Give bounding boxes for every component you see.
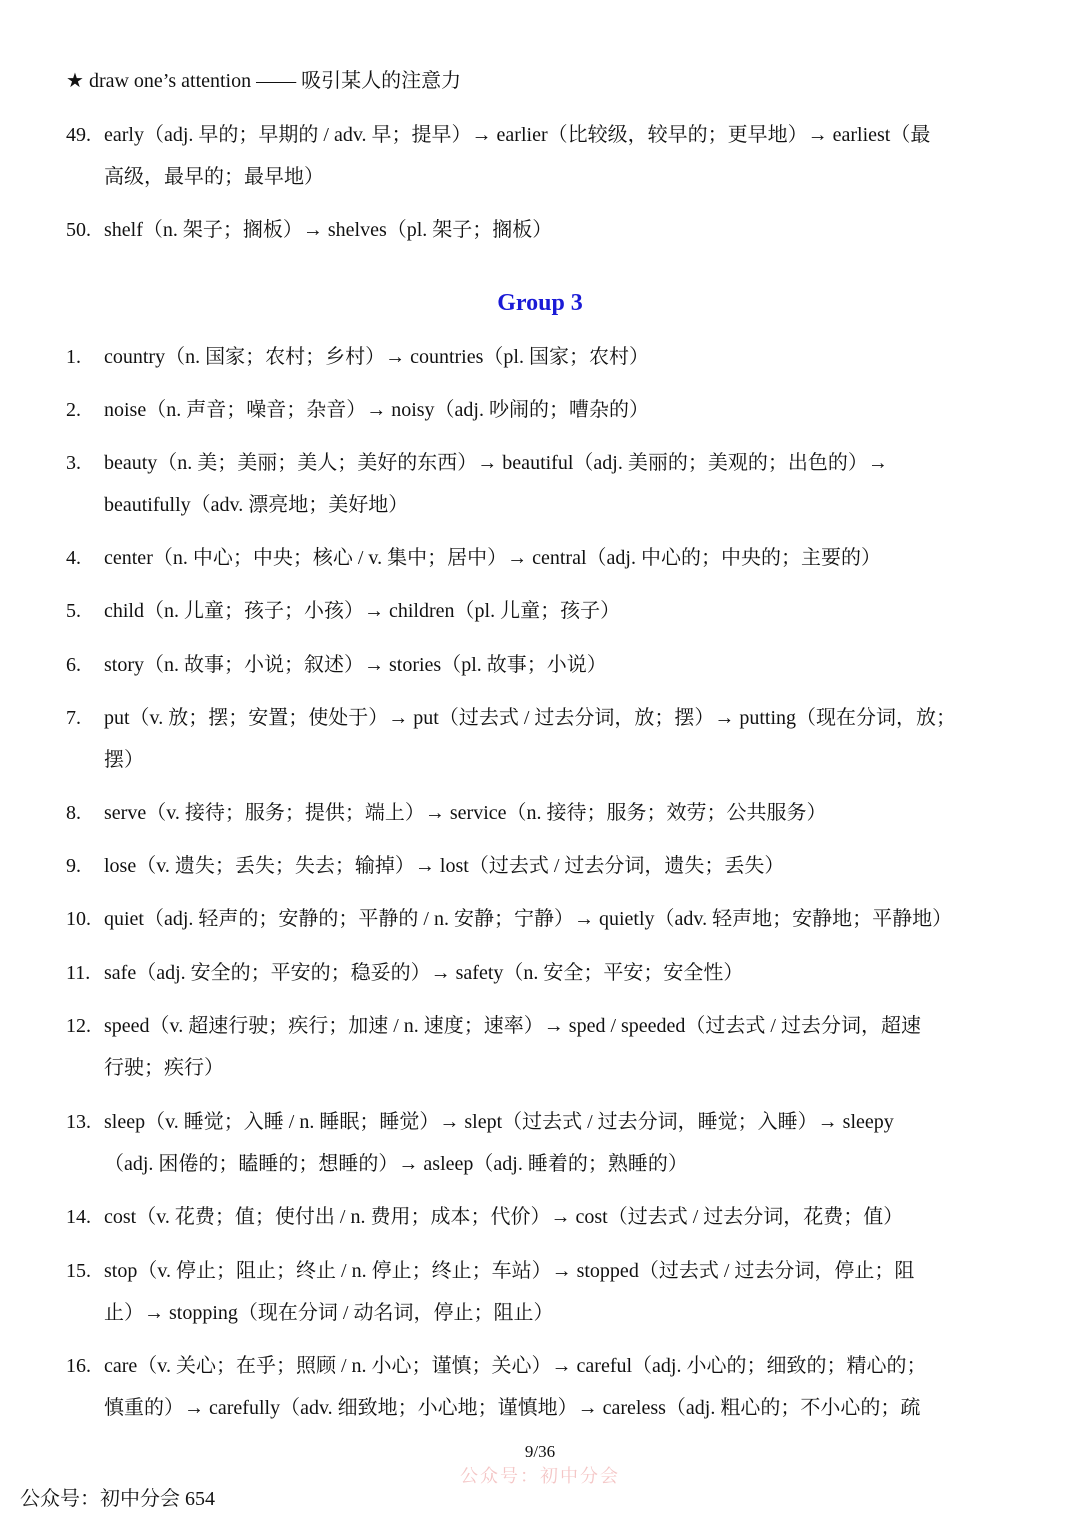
entry-number: 16. — [66, 1355, 91, 1377]
entry-line: country（n. 国家；农村；乡村）→ countries（pl. 国家；农村） — [104, 346, 649, 368]
entry-line: care（v. 关心；在乎；照顾 / n. 小心；谨慎；关心）→ careful（adj. 小心的；细致的；精心的； — [104, 1355, 927, 1377]
entry-number: 11. — [66, 962, 91, 984]
entry-number: 12. — [66, 1015, 91, 1037]
entry-number: 7. — [66, 707, 81, 729]
entry-number: 49. — [66, 124, 91, 146]
intro-text: draw one’s attention —— 吸引某人的注意力 — [88, 70, 462, 92]
page-number: 9/36 — [524, 1442, 556, 1461]
entry-line: 行驶；疾行） — [104, 1057, 224, 1079]
entry-number: 3. — [66, 452, 81, 474]
entry-number: 15. — [66, 1260, 91, 1282]
entry-line: quiet（adj. 轻声的；安静的；平静的 / n. 安静；宁静）→ quietly（adv. 轻声地；安静地；平静地） — [104, 908, 953, 930]
entry-line: story（n. 故事；小说；叙述）→ stories（pl. 故事；小说） — [104, 654, 607, 676]
star-icon: ★ — [66, 70, 84, 92]
entry-line: 高级，最早的；最早地） — [104, 166, 324, 188]
entry-number: 4. — [66, 547, 81, 569]
entry-line: 摆） — [104, 749, 144, 771]
entry-line: beauty（n. 美；美丽；美人；美好的东西）→ beautiful（adj. 美丽的；美观的；出色的）→ — [104, 452, 888, 474]
entry-number: 6. — [66, 654, 81, 676]
entry-line: serve（v. 接待；服务；提供；端上）→ service（n. 接待；服务；效劳；公共服务） — [104, 802, 827, 824]
entry-line: child（n. 儿童；孩子；小孩）→ children（pl. 儿童；孩子） — [104, 600, 621, 622]
entry-line: sleep（v. 睡觉；入睡 / n. 睡眠；睡觉）→ slept（过去式 / 过去分词，睡觉；入睡）→ sleepy — [104, 1111, 894, 1133]
entry-line: shelf（n. 架子；搁板）→ shelves（pl. 架子；搁板） — [104, 219, 553, 241]
entry-number: 13. — [66, 1111, 91, 1133]
entry-line: stop（v. 停止；阻止；终止 / n. 停止；终止；车站）→ stopped（过去式 / 过去分词，停止；阻 — [104, 1260, 915, 1282]
entry-line: cost（v. 花费；值；使付出 / n. 费用；成本；代价）→ cost（过去式 / 过去分词，花费；值） — [104, 1206, 904, 1228]
entry-line: （adj. 困倦的；瞌睡的；想睡的）→ asleep（adj. 睡着的；熟睡的） — [104, 1153, 688, 1175]
entry-number: 8. — [66, 802, 81, 824]
entry-line: center（n. 中心；中央；核心 / v. 集中；居中）→ central（adj. 中心的；中央的；主要的） — [104, 547, 881, 569]
entry-line: safe（adj. 安全的；平安的；稳妥的）→ safety（n. 安全；平安；安全性） — [104, 962, 744, 984]
entry-line: 慎重的）→ carefully（adv. 细致地；小心地；谨慎地）→ careless（adj. 粗心的；不小心的；疏 — [104, 1397, 921, 1419]
entry-number: 9. — [66, 855, 81, 877]
intro-line — [66, 60, 461, 102]
entry-line: lose（v. 遗失；丢失；失去；输掉）→ lost（过去式 / 过去分词，遗失；丢失） — [104, 855, 785, 877]
entry-line: beautifully（adv. 漂亮地；美好地） — [104, 494, 409, 516]
entry-number: 14. — [66, 1206, 91, 1228]
entry-line: noise（n. 声音；噪音；杂音）→ noisy（adj. 吵闹的；嘈杂的） — [104, 399, 649, 421]
entry-number: 50. — [66, 219, 91, 241]
entry-number: 5. — [66, 600, 81, 622]
entry-number: 2. — [66, 399, 81, 421]
entry-line: 止）→ stopping（现在分词 / 动名词，停止；阻止） — [104, 1302, 554, 1324]
entry-line: put（v. 放；摆；安置；使处于）→ put（过去式 / 过去分词，放；摆）→ putting（现在分词，放； — [104, 707, 957, 729]
entry-line: early（adj. 早的；早期的 / adv. 早；提早）→ earlier（比较级，较早的；更早地）→ earliest（最 — [104, 124, 931, 146]
watermark: 公众号：初中分会 — [460, 1466, 620, 1486]
entry-line: speed（v. 超速行驶；疾行；加速 / n. 速度；速率）→ sped / speeded（过去式 / 过去分词，超速 — [104, 1015, 921, 1037]
entry-number: 10. — [66, 908, 91, 930]
group-heading: Group 3 — [497, 290, 583, 316]
entry-number: 1. — [66, 346, 81, 368]
footer-label: 公众号：初中分会 654 — [20, 1488, 215, 1510]
